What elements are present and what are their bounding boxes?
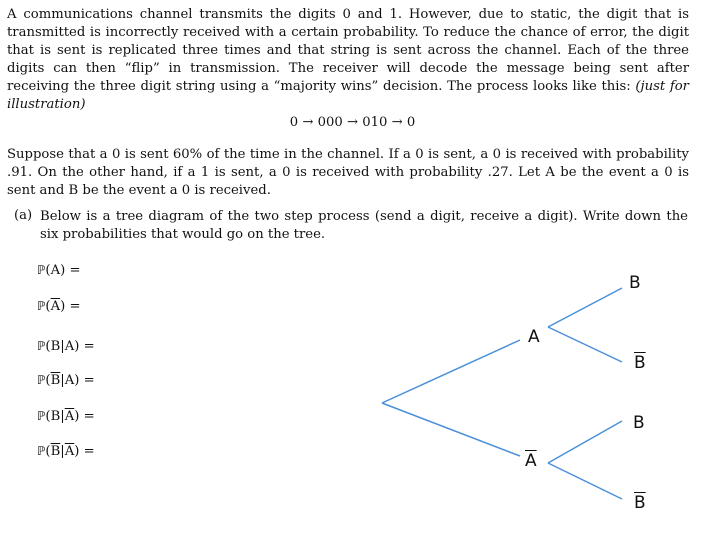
node-B-bottom: B [633, 413, 645, 433]
prob-equals: = [79, 409, 95, 424]
intro-italic-note: (just for illustration) [7, 79, 689, 112]
prob-arg: $(\overline{B}|\overline{A})$ [45, 444, 80, 459]
prob-equals: = [65, 299, 81, 314]
node-not-B-top: $\overline{B}$ [634, 353, 646, 373]
prob-equals: = [79, 444, 95, 459]
prob-arg: $(B|\overline{A})$ [45, 409, 80, 424]
prob-equals: = [79, 373, 95, 388]
prob-arg: (B|A) [45, 339, 80, 354]
prob-arg: $(\overline{B}|A)$ [45, 373, 80, 388]
prob-arg: $(\overline{A})$ [45, 299, 66, 314]
part-a-label: (a) [14, 208, 33, 223]
branch-not-A-to-not-B [548, 463, 622, 499]
intro-text: A communications channel transmits the digits 0 and 1. However, due to static, the digit that is transmitted is incorrectly received with a certain probability. To reduce the chance of error, the digit that is sent is replicated three times and that string is sent across the channel. Each of the three digits can then “flip” in transmission. The receiver will decode the message being sent after receiving the three digit string using a “majority wins” decision. The process looks like this: [7, 7, 689, 94]
branch-root-to-not-A [382, 403, 520, 456]
prob-symbol: ℙ [37, 299, 46, 313]
branch-A-to-not-B [548, 327, 622, 362]
part-a-text: Below is a tree diagram of the two step process (send a digit, receive a digit). Write down the six probabilities that would go on the tree. [40, 209, 688, 242]
node-A: A [528, 327, 540, 347]
branch-root-to-A [382, 340, 520, 403]
example-process: 0 → 000 → 010 → 0 [289, 115, 416, 130]
prob-symbol: ℙ [37, 373, 46, 387]
setup-paragraph: Suppose that a 0 is sent 60% of the time in the channel. If a 0 is sent, a 0 is received with probability .91. On the other hand, if a 1 is sent, a 0 is received with probability .27. Let A be the event a 0 is sent and B be the event a 0 is received. [7, 147, 689, 198]
prob-symbol: ℙ [37, 263, 46, 277]
node-not-B-bottom: $\overline{B}$ [634, 493, 646, 513]
prob-symbol: ℙ [37, 339, 46, 353]
prob-equals: = [65, 263, 81, 278]
branch-A-to-B [548, 288, 622, 327]
prob-equals: = [79, 339, 95, 354]
prob-symbol: ℙ [37, 444, 46, 458]
prob-arg: (A) [45, 263, 66, 278]
node-not-A: $\overline{A}$ [525, 451, 537, 471]
branch-not-A-to-B [548, 421, 622, 463]
node-B-top: B [629, 273, 641, 293]
prob-symbol: ℙ [37, 409, 46, 423]
